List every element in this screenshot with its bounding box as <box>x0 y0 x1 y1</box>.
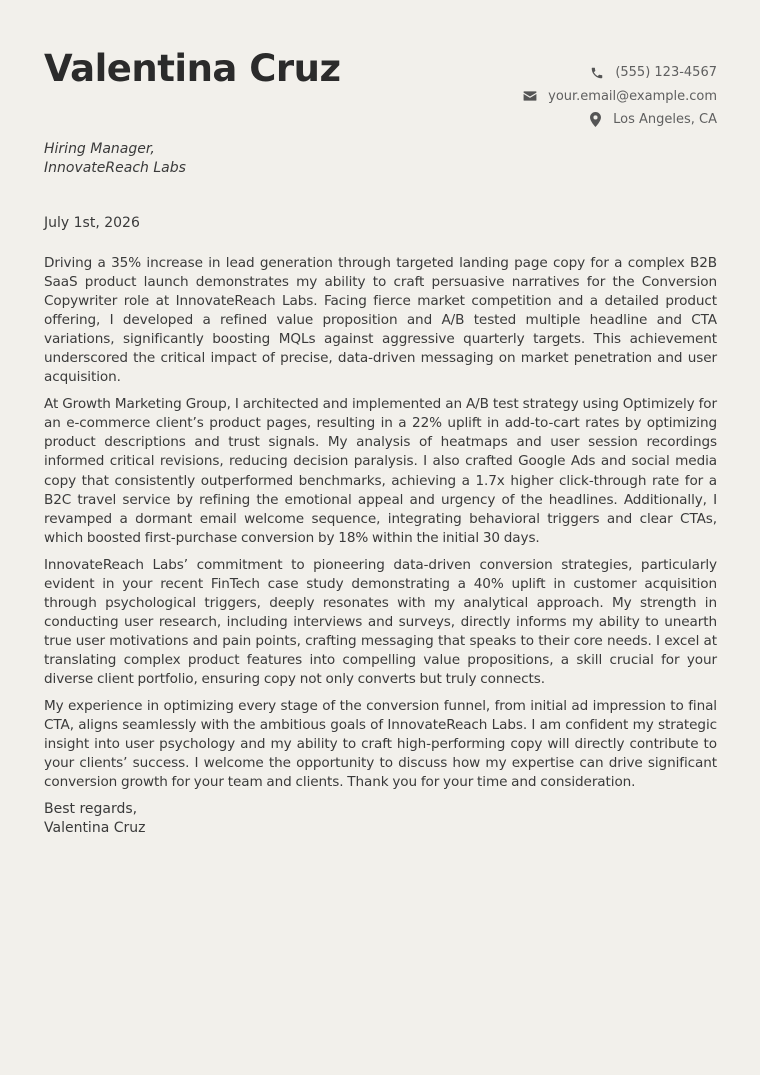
body-paragraph: InnovateReach Labs’ commitment to pioneering data-driven conversion strategies, particularly evident in your recent FinTech case study demonstrating a 40% uplift in customer acquisition through psychological triggers, deeply resonates with my analytical approach. My strength in conducting user research, including interviews and surveys, directly informs my ability to unearth true user motivations and pain points, crafting messaging that speaks to their core needs. I excel at translating complex product features into compelling value propositions, a skill crucial for your diverse client portfolio, ensuring copy not only converts but truly connects. <box>44 556 717 687</box>
closing-salutation: Best regards, <box>44 801 138 818</box>
contact-info <box>522 61 717 132</box>
letter-body <box>44 254 717 838</box>
body-paragraph: My experience in optimizing every stage of the conversion funnel, from initial ad impression to final CTA, aligns seamlessly with the ambitious goals of InnovateReach Labs. I am confident my strategic insight into user psychology and my ability to craft high-performing copy will directly contribute to your clients’ success. I welcome the opportunity to discuss how my expertise can drive significant conversion growth for your team and clients. Thank you for your time and consideration. <box>44 698 717 791</box>
contact-phone-row <box>522 61 717 85</box>
recipient-company: InnovateReach Labs <box>44 160 186 176</box>
letter-header <box>44 0 717 135</box>
body-paragraph: At Growth Marketing Group, I architected and implemented an A/B test strategy using Optimizely for an e-commerce client’s product pages, resulting in a 22% uplift in add-to-cart rates by optimizing product descriptions and trust signals. My analysis of heatmaps and user session recordings informed critical revisions, reducing decision paralysis. I also crafted Google Ads and social media copy that consistently outperformed benchmarks, achieving a 1.7x higher click-through rate for a B2C travel service by refining the emotional appeal and urgency of the headlines. Additionally, I revamped a dormant email welcome sequence, integrating behavioral triggers and clear CTAs, which boosted first-purchase conversion by 18% within the initial 30 days. <box>44 396 717 546</box>
recipient-block <box>44 140 186 178</box>
letter-date: July 1st, 2026 <box>44 215 140 231</box>
phone-text: (555) 123-4567 <box>615 65 717 81</box>
contact-location-row <box>522 108 717 132</box>
closing-signature: Valentina Cruz <box>44 820 146 837</box>
phone-icon <box>589 65 605 81</box>
recipient-title: Hiring Manager, <box>44 141 155 157</box>
map-pin-icon <box>587 112 603 128</box>
letter-closing <box>44 800 717 838</box>
email-text: your.email@example.com <box>548 88 717 104</box>
location-text: Los Angeles, CA <box>613 112 717 128</box>
body-paragraph: Driving a 35% increase in lead generation through targeted landing page copy for a complex B2B SaaS product launch demonstrates my ability to craft persuasive narratives for the Conversion Copywriter role at InnovateReach Labs. Facing fierce market competition and a detailed product offering, I developed a refined value proposition and A/B tested multiple headline and CTA variations, significantly boosting MQLs against aggressive quarterly targets. This achievement underscored the critical impact of precise, data-driven messaging on market penetration and user acquisition. <box>44 255 717 386</box>
cover-letter-page <box>44 0 717 1075</box>
envelope-icon <box>522 88 538 104</box>
applicant-name: Valentina Cruz <box>44 47 341 90</box>
contact-email-row <box>522 85 717 109</box>
